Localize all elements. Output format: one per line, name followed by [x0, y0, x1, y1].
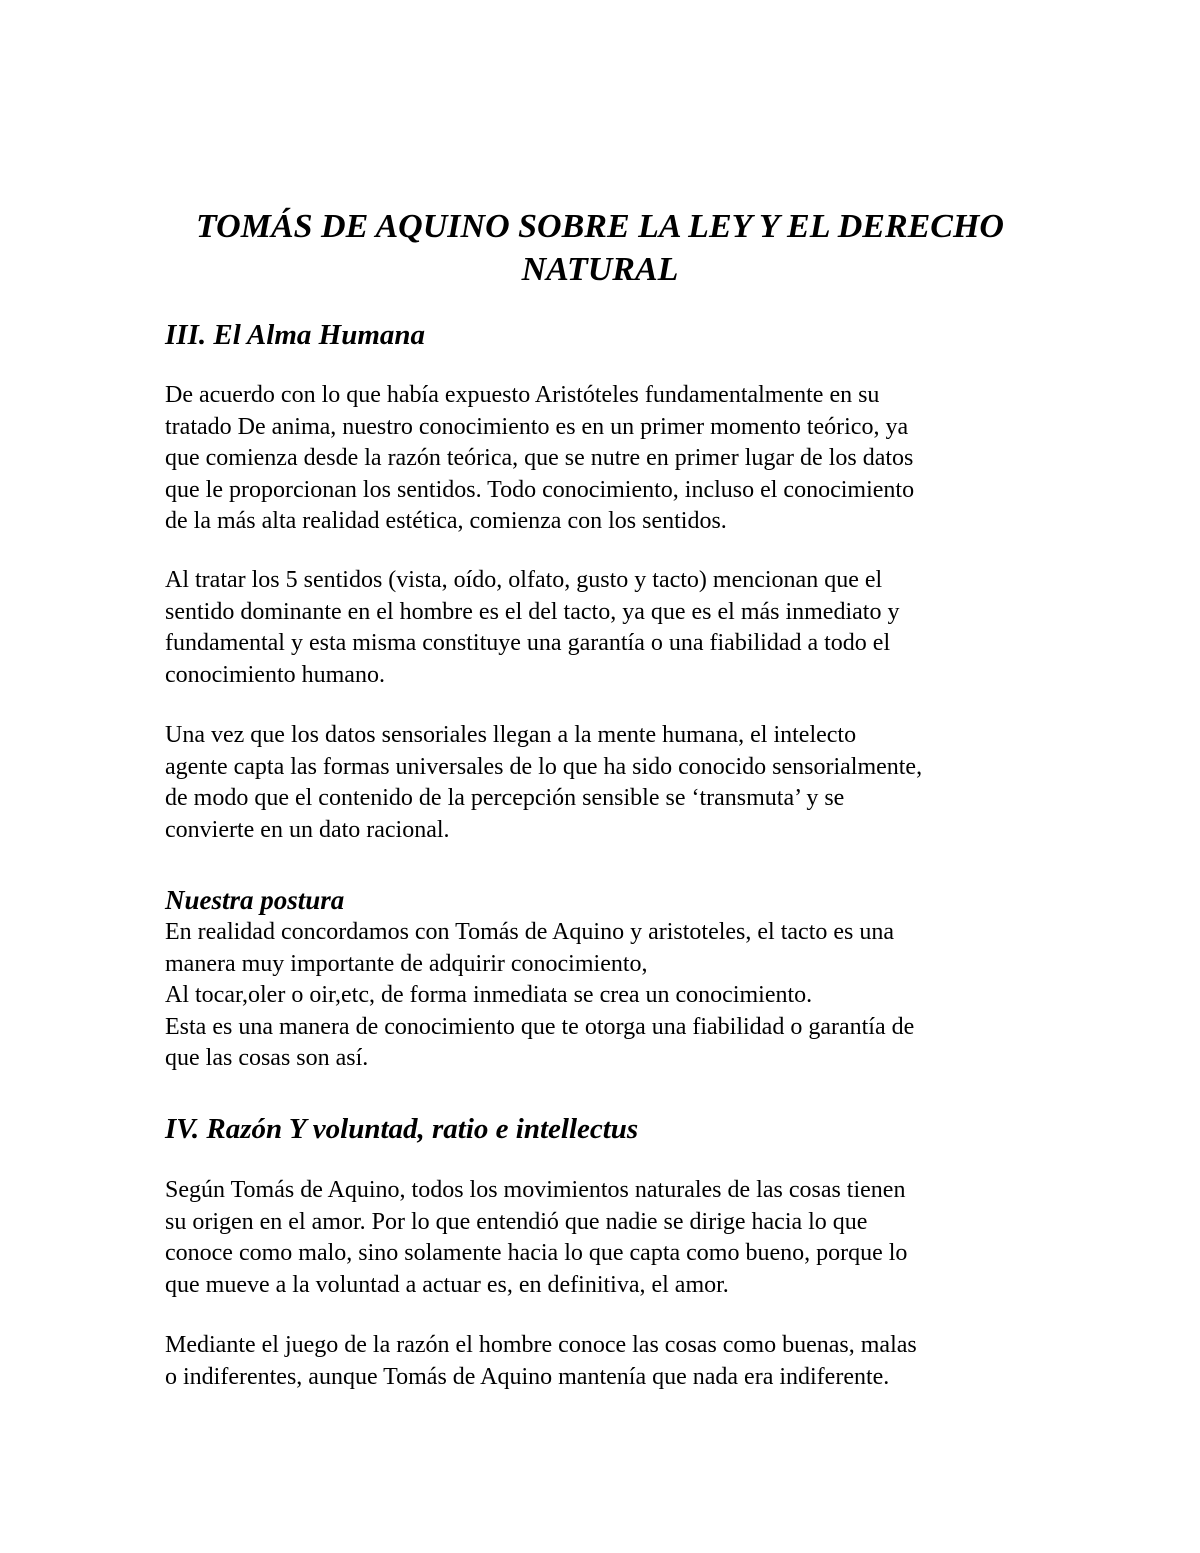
paragraph-line: de la más alta realidad estética, comienza con los sentidos.: [165, 508, 727, 534]
paragraph-line: tratado De anima, nuestro conocimiento es en un primer momento teórico, ya: [165, 413, 909, 440]
paragraph-line: En realidad concordamos con Tomás de Aquino y aristoteles, el tacto es una: [165, 919, 894, 945]
paragraph-line: que le proporcionan los sentidos. Todo conocimiento, incluso el conocimiento: [165, 476, 915, 503]
document-title: [140, 205, 1060, 291]
postura-heading: Nuestra postura: [165, 885, 345, 915]
paragraph-line: Al tocar,oler o oir,etc, de forma inmediata se crea un conocimiento.: [165, 982, 813, 1008]
section-3-heading: [165, 318, 1045, 352]
paragraph-line: de modo que el contenido de la percepción sensible se ‘transmuta’ y se: [165, 785, 845, 811]
paragraph-line: Al tratar los 5 sentidos (vista, oído, olfato, gusto y tacto) mencionan que el: [165, 567, 883, 593]
paragraph-line: fundamental y esta misma constituye una garantía o una fiabilidad a todo el: [165, 630, 891, 656]
paragraph-line: Según Tomás de Aquino, todos los movimientos naturales de las cosas tienen: [165, 1177, 906, 1203]
paragraph-line: que mueve a la voluntad a actuar es, en definitiva, el amor.: [165, 1271, 729, 1298]
paragraph-line: Una vez que los datos sensoriales llegan a la mente humana, el intelecto: [165, 722, 857, 748]
paragraph-line: que comienza desde la razón teórica, que se nutre en primer lugar de los datos: [165, 445, 914, 471]
section-4-paragraph-2: [165, 1330, 1045, 1393]
section-3-paragraph-3: [165, 720, 1045, 846]
section-4-paragraph-1: [165, 1175, 1045, 1301]
paragraph-line: convierte en un dato racional.: [165, 816, 450, 843]
title-line-2: NATURAL: [521, 251, 679, 288]
paragraph-line: conoce como malo, sino solamente hacia lo que capta como bueno, porque lo: [165, 1240, 908, 1266]
paragraph-line: Mediante el juego de la razón el hombre conoce las cosas como buenas, malas: [165, 1332, 917, 1358]
paragraph-line: su origen en el amor. Por lo que entendió que nadie se dirige hacia lo que: [165, 1208, 868, 1235]
section-4-number: IV.: [165, 1113, 200, 1145]
paragraph-line: manera muy importante de adquirir conocimiento,: [165, 950, 648, 977]
paragraph-line: Esta es una manera de conocimiento que te otorga una fiabilidad o garantía de: [165, 1013, 915, 1040]
section-4-heading: [165, 1112, 1045, 1146]
paragraph-line: o indiferentes, aunque Tomás de Aquino mantenía que nada era indiferente.: [165, 1363, 890, 1390]
section-3-number: III.: [165, 319, 207, 351]
section-4-title: Razón Y voluntad, ratio e intellectus: [199, 1113, 639, 1145]
paragraph-line: que las cosas son así.: [165, 1045, 369, 1071]
postura-paragraph: [165, 917, 1045, 1075]
section-3-paragraph-2: [165, 565, 1045, 691]
paragraph-line: De acuerdo con lo que había expuesto Aristóteles fundamentalmente en su: [165, 382, 880, 408]
paragraph-line: sentido dominante en el hombre es el del tacto, ya que es el más inmediato y: [165, 598, 900, 625]
title-line-1: TOMÁS DE AQUINO SOBRE LA LEY Y EL DERECHO: [196, 208, 1004, 245]
paragraph-line: conocimiento humano.: [165, 661, 385, 688]
section-3-title: El Alma Humana: [206, 319, 426, 351]
paragraph-line: agente capta las formas universales de lo que ha sido conocido sensorialmente,: [165, 753, 923, 780]
section-3-paragraph-1: [165, 380, 1045, 538]
